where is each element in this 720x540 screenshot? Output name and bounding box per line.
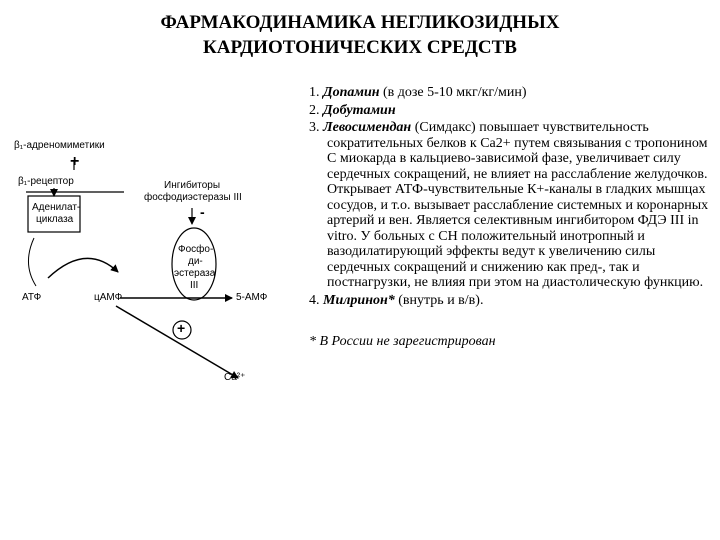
plus-sign-2: + xyxy=(177,320,186,336)
left-arc xyxy=(28,238,36,286)
atp-camp-arc xyxy=(48,258,118,278)
atp-label: АТФ xyxy=(22,292,42,303)
title-line-1: ФАРМАКОДИНАМИКА НЕГЛИКОЗИДНЫХ xyxy=(160,12,560,33)
list-item-dopamine: 1. Допамин (в дозе 5-10 мкг/кг/мин) xyxy=(309,85,527,100)
drug-name-milrinone: Милринон* xyxy=(323,292,395,308)
pde-label-3: эстераза xyxy=(174,268,216,279)
page-title xyxy=(0,10,720,60)
amp-label: 5-АМФ xyxy=(236,292,268,303)
pharmacodynamics-diagram xyxy=(14,126,304,406)
pde-inhibitors-label-1: Ингибиторы xyxy=(164,180,221,191)
title-line-2: КАРДИОТОНИЧЕСКИХ СРЕДСТВ xyxy=(203,37,517,58)
drug-name-levosimendan: Левосимендан xyxy=(323,120,412,135)
drug-list xyxy=(309,85,709,352)
list-item-levosimendan: 3. Левосимендан (Симдакс) повышает чувствительность сократительных белков к Са2+ путем связывания с тропонином С миокарда в кальциево-зависимой фазе, увеличивает силу сердечных сокращений, не влияет на расслабление желудочков. Открывает АТФ-чувствительные К+-каналы в гладких мышцах сосудов, и т.о. вызывает расслабление системных и коронарных артерий и вен. Является селективным ингибитором ФДЭ III in vitro. У больных с СН положительный инотропный и вазодилатирующий эффекты ведут к увеличению силы сердечных сокращений и снижению как пред-, так и постнагрузки, не влияя при этом на диастолическую функцию. xyxy=(309,120,709,290)
diagram-graphics xyxy=(14,126,304,406)
pde-label-1: Фосфо- xyxy=(178,244,214,255)
beta-receptor-label: β₁-рецептор xyxy=(18,176,74,187)
beta-agonists-label: β₁-адреномиметики xyxy=(14,140,105,151)
camp-label: цАМФ xyxy=(94,292,123,303)
pde-label-2: ди- xyxy=(188,256,203,267)
drug-name-dopamine: Допамин xyxy=(323,85,380,100)
calcium-label: Ca²⁺ xyxy=(224,372,246,383)
list-item-dobutamine: 2. Добутамин xyxy=(309,102,396,118)
adenylate-cyclase-label-1: Аденилат- xyxy=(32,202,81,213)
adenylate-cyclase-label-2: циклаза xyxy=(36,214,74,225)
plus-sign-1: + xyxy=(70,153,80,170)
drug-name-dobutamine: Добутамин xyxy=(323,102,396,118)
list-item-milrinone: 4. Милринон* (внутрь и в/в). xyxy=(309,292,484,308)
pde-inhibitors-label-2: фосфодиэстеразы III xyxy=(144,192,242,203)
minus-sign: - xyxy=(200,204,205,220)
pde-label-4: III xyxy=(190,280,199,291)
footnote: * В России не зарегистрирован xyxy=(309,334,496,349)
camp-calcium-arrow xyxy=(116,306,238,378)
